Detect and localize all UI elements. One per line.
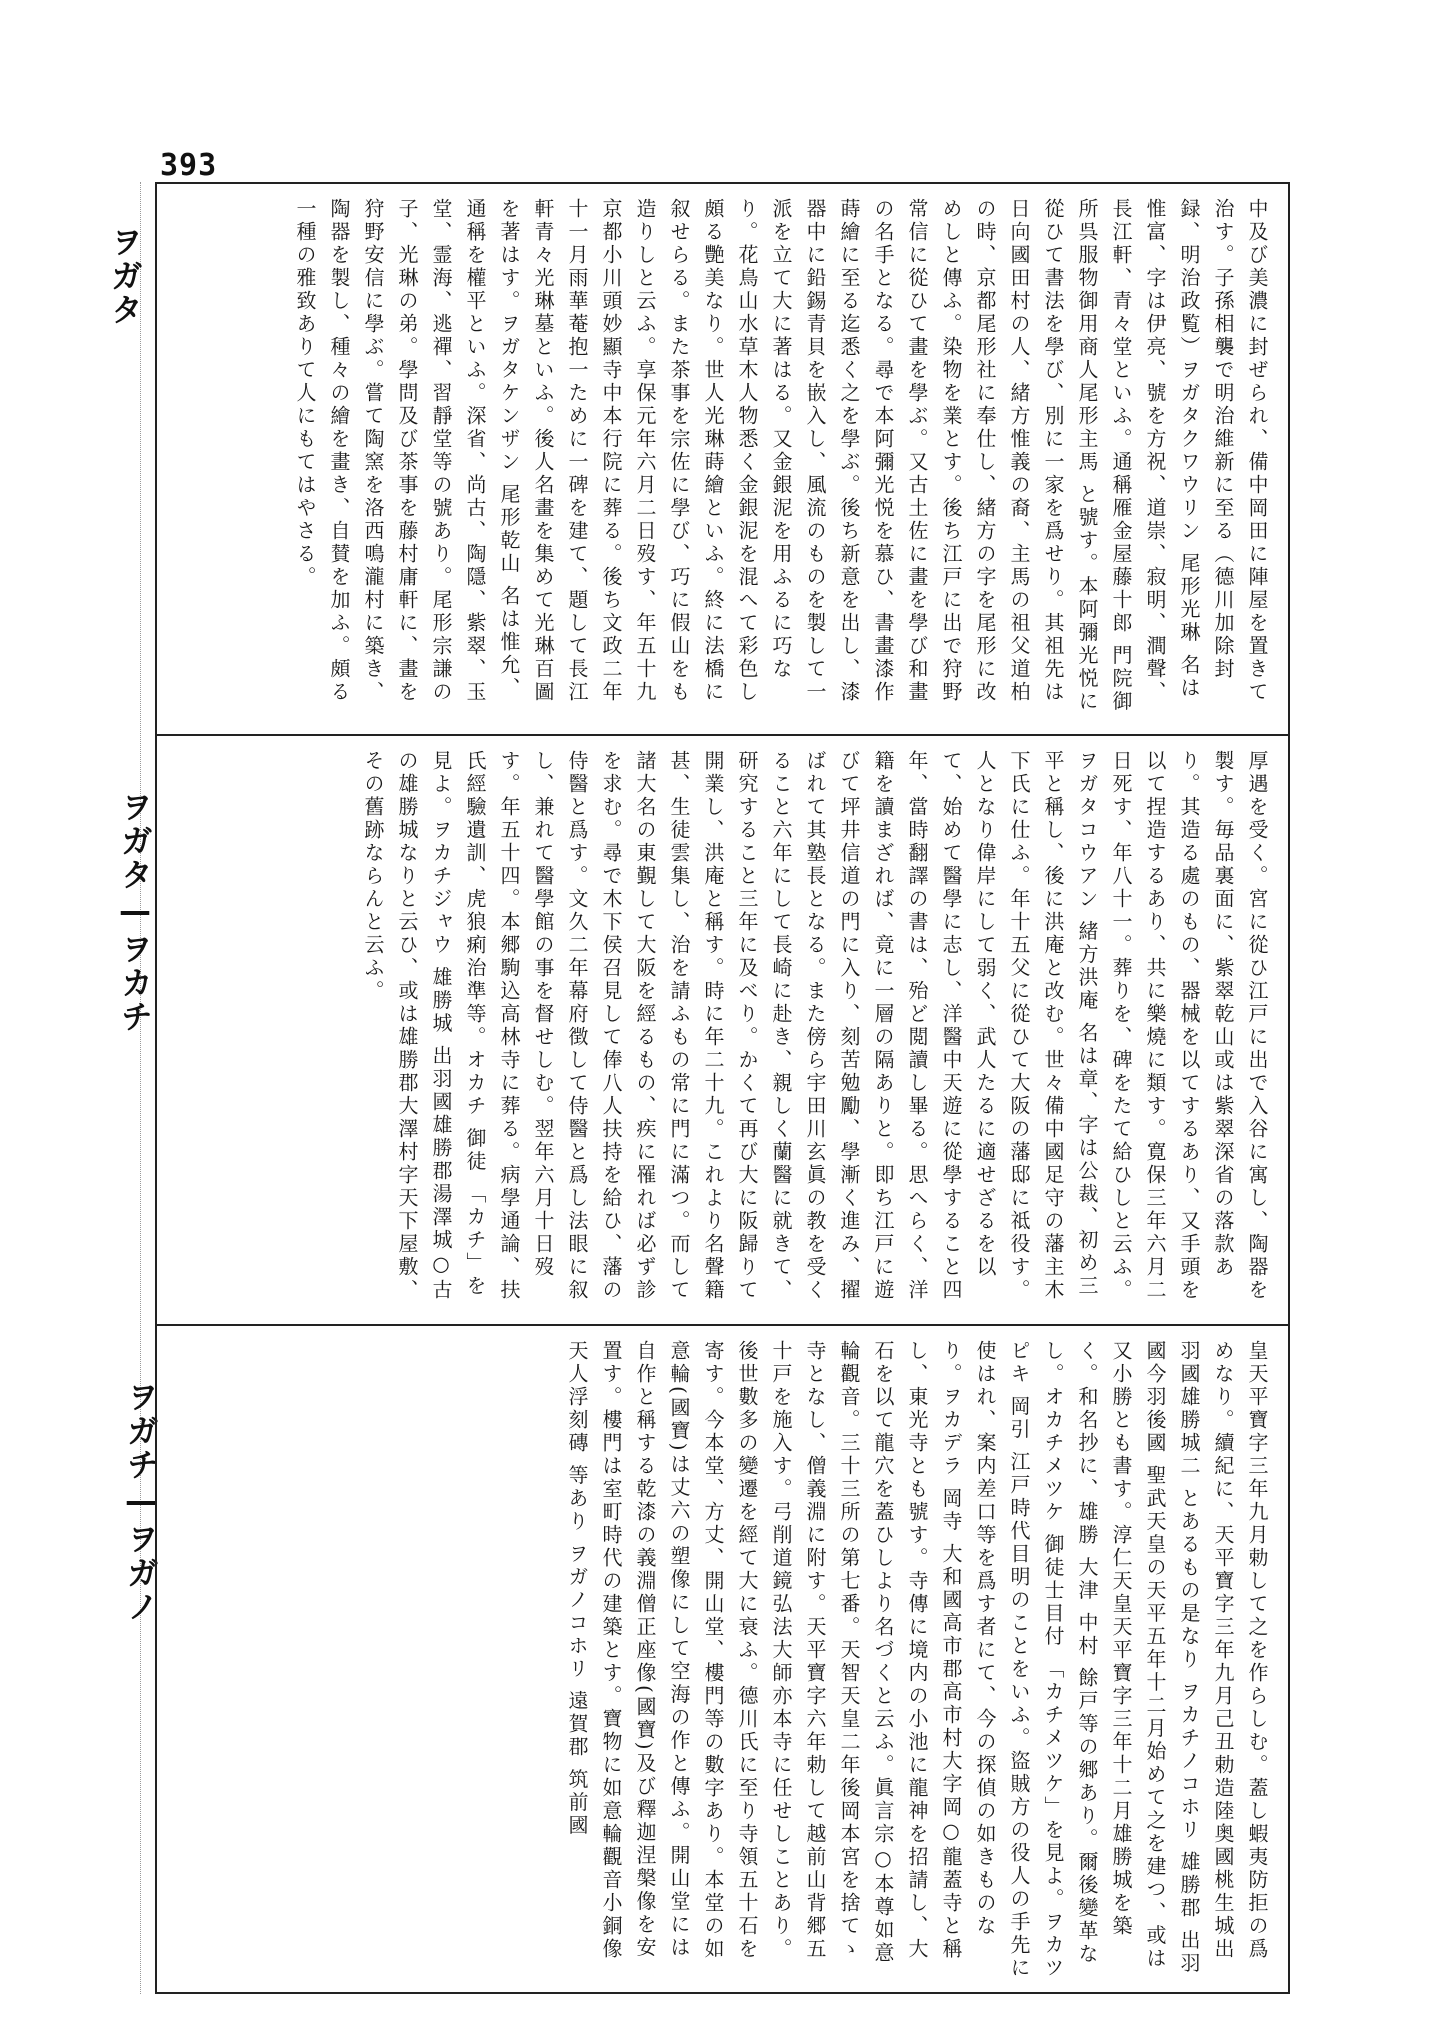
section-lower-text: 皇天平寶字三年九月勅して之を作らしむ。蓋し蝦夷防拒の爲めなり。續紀に、天平寶字三年九月己丑勅造陸奥國桃生城出羽國雄勝城二 とあるもの是なり ヲカチノコホリ 雄勝郡 出羽國今羽後國 聖武天皇の天平五年十二月始めて之を建つ、或は又小勝とも書す。淳仁天皇天平寶字三年十二月雄勝城を築く。和名抄に、雄勝 大津 中村 餘戸等の郷あり。爾後變革なし。オカチメツケ 御徒士目付 「カチメツケ」を見よ。ヲカツピキ 岡引 江戸時代目明のことをいふ。盜賊方の役人の手先に使はれ、案内差口等を爲す者にて、今の探偵の如きものなり。ヲカデラ 岡寺 大和國高市郡高市村大字岡○龍蓋寺と稱し、東光寺とも號す。寺傳に境内の小池に龍神を招請し、大石を以て龍穴を蓋ひしより名づくと云ふ。眞言宗○本尊如意輪觀音。三十三所の第七番。天智天皇二年後岡本宮を捨てゝ寺となし、僧義淵に附す。天平寶字六年勅して越前山背郷五十戸を施入す。弓削道鏡弘法大師亦本寺に任せしことあり。後世數多の變遷を經て大に衰ふ。德川氏に至り寺領五十石を寄す。今本堂、方丈、開山堂、樓門等の數字あり。本堂の如意輪(國寶)は丈六の塑像にして空海の作と傳ふ。開山堂には自作と稱する乾漆の義淵僧正座像(國寶)及び釋迦涅槃像を安置す。樓門は室町時代の建築とす。寶物に如意輪觀音小銅像 天人浮刻磚 等あり ヲガノコホリ 遠賀郡 筑前國 [565, 1340, 1269, 1980]
section-middle-text: 厚遇を受く。宮に從ひ江戸に出で入谷に寓し、陶器を製す。毎品裏面に、紫翠乾山或は紫翠深省の落款あり。其造る處のもの、器械を以てするあり、又手頭を以て捏造するあり、共に樂燒に類す。寛保三年六月二日死す、年八十一。葬りを、碑をたて給ひしと云ふ。ヲガタコウアン 緒方洪庵 名は章、字は公裁、初め三平と稱し、後に洪庵と改む。世々備中國足守の藩主木下氏に仕ふ。年十五父に從ひて大阪の藩邸に祗役す。人となり偉岸にして弱く、武人たるに適せざるを以て、始めて醫學に志し、洋醫中天遊に從學すること四年、當時翻譯の書は、殆ど閲讀し畢る。思へらく、洋籍を讀まざれば、竟に一層の隔ありと。即ち江戸に遊びて坪井信道の門に入り、刻苦勉勵、學漸く進み、擢ばれて其塾長となる。また傍ら宇田川玄眞の教を受くること六年にして長崎に赴き、親しく蘭醫に就きて、研究すること三年に及べり。かくて再び大に阪歸りて開業し、洪庵と稱す。時に年二十九。これより名聲籍甚、生徒雲集し、治を請ふもの常に門に滿つ。而して諸大名の東覲して大阪を經るもの、疾に罹れば必ず診を求む。尋で木下侯召見して俸八人扶持を給ひ、藩の侍醫と爲す。文久二年幕府徴して侍醫と爲し法眼に叙し、兼れて醫學館の事を督せしむ。翌年六月十日歿す。年五十四。本郷駒込高林寺に葬る。病學通論、扶氏經驗遺訓、虎狼痢治準等。オカチ 御徒 「カチ」を見よ。ヲカチジャウ 雄勝城 出羽國雄勝郡湯澤城○古の雄勝城なりと云ひ、或は雄勝郡大澤村字天下屋敷、その舊跡ならんと云ふ。 [361, 750, 1269, 1302]
side-label-bottom: ヲガチ—ヲガノ [122, 1380, 160, 1624]
side-label-top: ヲガタ [106, 225, 144, 327]
page-number: 393 [160, 148, 218, 183]
content-frame [155, 182, 1290, 1994]
section-upper-text: 中及び美濃に封ぜられ、備中岡田に陣屋を置きて治す。子孫相襲で明治維新に至る（德川加除封録、明治政覧）ヲガタクワウリン 尾形光琳 名は惟富、字は伊亮、號を方祝、道崇、寂明、澗聲、長江軒、青々堂といふ。通稱雁金屋藤十郎 門院御所呉服物御用商人尾形主馬 と號す。本阿彌光悦に從ひて書法を學び、別に一家を爲せり。其祖先は日向國田村の人、緒方惟義の裔、主馬の祖父道柏 の時、京都尾形社に奉仕し、緒方の字を尾形に改めしと傳ふ。染物を業とす。後ち江戸に出で狩野常信に從ひて畫を學ぶ。又古土佐に畫を學び和畫の名手となる。尋で本阿彌光悦を慕ひ、書畫漆作蒔繪に至る迄悉く之を學ぶ。後ち新意を出し、漆器中に鉛錫青貝を嵌入し、風流のものを製して一派を立て大に著はる。又金銀泥を用ふるに巧なり。花鳥山水草木人物悉く金銀泥を混へて彩色し頗る艷美なり。世人光琳蒔繪といふ。終に法橋に叙せらる。また茶事を宗佐に學び、巧に假山をも造りしと云ふ。享保元年六月二日歿す、年五十九 京都小川頭妙顯寺中本行院に葬る。後ち文政二年十一月雨華菴抱一ために一碑を建て、題して長江軒青々光琳墓といふ。後人名畫を集めて光琳百圖を著はす。ヲガタケンザン 尾形乾山 名は惟允、通稱を權平といふ。深省、尚古、陶隱、紫翠、玉堂、霊海、逃禪、習靜堂等の號あり。尾形宗謙の子、光琳の弟。學問及び茶事を藤村庸軒に、畫を狩野安信に學ぶ。嘗て陶窯を洛西鳴瀧村に築き、陶器を製し、種々の繪を畫き、自賛を加ふ。頗る一種の雅致ありて人にもてはやさる。 [293, 198, 1269, 714]
side-label-middle: ヲガタ—ヲカチ [116, 790, 154, 1034]
section-middle [157, 736, 1288, 1324]
section-upper [157, 184, 1288, 734]
fold-line [140, 182, 141, 1994]
section-lower [157, 1326, 1288, 1994]
